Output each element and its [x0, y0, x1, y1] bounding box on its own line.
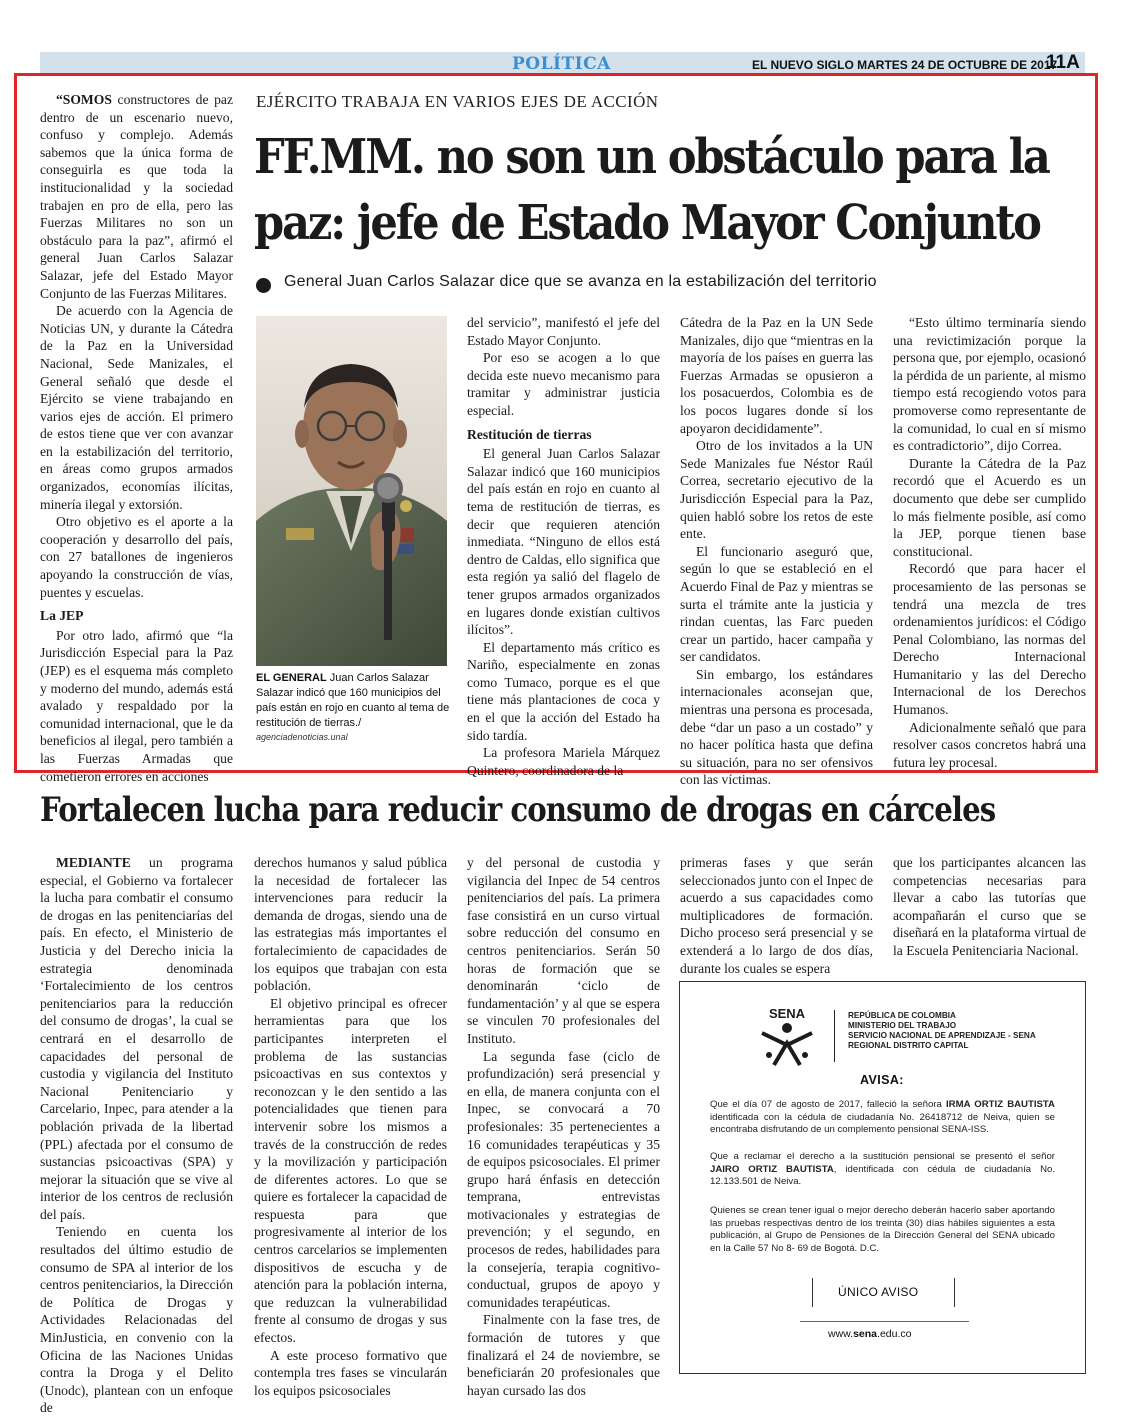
bullet-icon [256, 278, 271, 293]
caption-lead: EL GENERAL [256, 672, 327, 684]
ad-paragraph-3: Quienes se crean tener igual o mejor derecho deberán hacerlo saber aportando las pruebas respectivas dentro de los treinta (30) días hábiles siguientes a esta publicación, al Grupo de Pensiones de la Dirección General del SENA ubicado en la Calle 57 No 8- 69 de Bogotá. D.C. [710, 1205, 1055, 1254]
web-part: .edu.co [877, 1328, 912, 1340]
sena-logo-text: SENA [768, 1006, 806, 1021]
entity-line: SERVICIO NACIONAL DE APRENDIZAJE - SENA [848, 1031, 1036, 1040]
ad-text: Que a reclamar el derecho a la sustitución pensional se presentó el señor [710, 1151, 1055, 1162]
article2-column-2 [254, 854, 447, 1399]
ad-entity [848, 1011, 1036, 1051]
paragraph: La segunda fase (ciclo de profundización) será presencial y en ella, de manera conjunta con el Inpec, se convocará a 70 profesionales: 35 pertenecientes a 16 comunidades terapéuticas y 35 de equipos psicosociales. El primer grupo hará énfasis en detección temprana, entrevistas motivacionales y estrategias de prevención; y el segundo, en procesos de redes, habilidades para la consejería, terapia cognitivo-conductual, grupos de apoyo y comunidades terapéuticas. [467, 1048, 660, 1310]
lead-word: “SOMOS [56, 92, 112, 107]
page-number: 11A [1046, 52, 1080, 73]
article1-column-5 [893, 314, 1086, 771]
article1-column-3 [467, 314, 660, 779]
ad-divider [834, 1010, 835, 1062]
paragraph: El objetivo principal es ofrecer herramientas para que los participantes interpreten el problema de las sustancias psicoactivas en sus contextos y reconozcan y le den sentido a las potencialidades que tienen para intervenir sobre los mismos a través de la construcción de redes y la movilización y participación de diferentes actores. Lo que se quiere es fortalecer la capacidad de respuesta para que progresivamente al interior de los centros carcelarios se implementen dispositivos de escucha y de atención para la población interna, que reduzcan la vulnerabilidad frente al consumo de drogas y sus efectos. [254, 995, 447, 1346]
ad-website [828, 1328, 911, 1340]
paragraph: que los participantes alcancen las competencias necesarias para llevar a cabo las tutorías que acompañarán el curso que se diseñará en la plataforma virtual de la Escuela Penitenciaria Nacional. [893, 855, 1086, 958]
article2-column-4 [680, 854, 873, 977]
headline-line-2: paz: jefe de Estado Mayor Conjunto [254, 195, 1040, 251]
ad-rule [800, 1321, 969, 1322]
paragraph: Otro objetivo es el aporte a la cooperación y desarrollo del país, con 27 batallones de ingenieros apoyando la construcción de vías, puentes y escuelas. [40, 514, 233, 600]
article2-column-1 [40, 854, 233, 1417]
ad-unico-aviso: ÚNICO AVISO [838, 1285, 919, 1299]
paragraph: del servicio”, manifestó el jefe del Estado Mayor Conjunto. [467, 315, 660, 348]
article2-headline: Fortalecen lucha para reducir consumo de drogas en cárceles [40, 790, 996, 830]
paragraph: El funcionario aseguró que, según lo que se estableció en el Acuerdo Final de Paz y mientras se surta el trámite ante la justicia y rindan cuentas, las Farc pueden crear un partido, hacer campaña y ser candidatos. [680, 543, 873, 665]
article2-column-5 [893, 854, 1086, 960]
caption-text: Juan Carlos Salazar Salazar indicó que 160 municipios del país están en rojo en cuanto al tema de restitución de tierras./ [256, 672, 450, 729]
paragraph: Por eso se acogen a lo que decida este nuevo mecanismo para tramitar y administrar justicia especial. [467, 350, 660, 418]
paragraph: De acuerdo con la Agencia de Noticias UN, y durante la Cátedra de la Paz en la Universidad Nacional, Sede Manizales, el General señaló que desde el Ejército se viene trabajando en varios ejes de acción. El primero de estos tiene que ver con avanzar en la estabilización del territorio, en áreas como grupos armados organizados, economías ilícitas, minería ilegal y extorsión. [40, 303, 233, 512]
entity-line: MINISTERIO DEL TRABAJO [848, 1021, 957, 1030]
dateline: EL NUEVO SIGLO MARTES 24 DE OCTUBRE DE 2017 [752, 58, 1058, 72]
paragraph: Durante la Cátedra de la Paz recordó que el Acuerdo es un documento que debe ser cumplido lo más fielmente posible, así como la JEP, porque tienen base constitucional. [893, 455, 1086, 559]
article-subhead: General Juan Carlos Salazar dice que se avanza en la estabilización del territorio [284, 273, 877, 290]
paragraph: y del personal de custodia y vigilancia del Inpec de 54 centros penitenciarios del país. La primera fase consistirá en un curso virtual sobre reducción del consumo en centros penitenciarios. Serán 50 horas de formación que se denominarán ‘ciclo de fundamentación’ y al que se espera se vinculen 70 profesionales del Instituto. [467, 855, 660, 1046]
general-photo [256, 316, 447, 666]
ad-paragraph-1 [710, 1099, 1055, 1137]
article1-column-1 [40, 91, 233, 785]
paragraph: Sin embargo, los estándares internacionales aconsejan que, mientras una persona es procesada, debe “dar un paso a un costado” y no hacer política hasta que defina su situación, para no ser ofensivos con las víctimas. [680, 666, 873, 788]
photo-caption [256, 671, 450, 731]
ad-text: Que el día 07 de agosto de 2017, falleció la señora [710, 1099, 946, 1110]
article1-column-4 [680, 314, 873, 789]
lead-word: MEDIANTE [56, 855, 131, 870]
ad-name: JAIRO ORTIZ BAUTISTA [710, 1163, 834, 1175]
entity-line: REGIONAL DISTRITO CAPITAL [848, 1041, 969, 1050]
section-subtitle: Restitución de tierras [467, 426, 592, 442]
paragraph: primeras fases y que serán seleccionados junto con el Inpec de acuerdo a sus capacidades como multiplicadores de formación. Dicho proceso será presencial y se extenderá a lo largo de dos días, durante los cuales se espera [680, 855, 873, 976]
paragraph: El departamento más crítico es Nariño, especialmente en zonas como Tumaco, porque es el que tiene más plantaciones de coca y en el que la acción del Estado ha sido tardía. [467, 639, 660, 743]
ad-text: identificada con la cédula de ciudadanía No. 26418712 de Neiva, quien se encontraba disfrutando de un complemento pensional SENA-ISS. [710, 1111, 1055, 1136]
entity-line: REPÚBLICA DE COLOMBIA [848, 1011, 956, 1020]
ad-paragraph-2 [710, 1151, 1055, 1189]
paragraph: Otro de los invitados a la UN Sede Manizales fue Néstor Raúl Correa, secretario ejecutivo de la Jurisdicción Especial para la Paz, quien habló sobre los retos de este ente. [680, 438, 873, 542]
section-subtitle: La JEP [40, 608, 84, 624]
paragraph: La profesora Mariela Márquez Quintero, coordinadora de la [467, 745, 660, 778]
web-part: sena [853, 1328, 878, 1340]
paragraph: El general Juan Carlos Salazar Salazar indicó que 160 municipios del país están en rojo en cuanto al tema de restitución de tierras, es decir que requieren atención inmediata. “Ninguno de ellos está dentro de Caldas, ello significa que esta región ya salió del flagelo de tener grupos armados organizados en lugares donde existían cultivos ilícitos”. [467, 446, 660, 638]
ad-title: AVISA: [860, 1073, 904, 1087]
web-part: www. [828, 1328, 854, 1340]
headline-line-1: FF.MM. no son un obstáculo para la [254, 129, 1049, 185]
paragraph: un programa especial, el Gobierno va fortalecer la lucha para combatir el consumo de drogas en las penitenciarías del país. En efecto, el Ministerio de Justicia y del Derecho inicia la estrategia denominada ‘Fortalecimiento de los centros penitenciarios para la reducción del consumo de drogas’, la cual se centrará en el desarrollo de capacidades del personal de custodia y vigilancia del Instituto Nacional Penitenciario y Carcelario, Inpec, para atender a la población privada de la libertad (PPL) afectada por el consumo de sustancias psicoactivas (SPA) y mejorar la situación que se vive al interior de los centros de reclusión del país. [40, 855, 233, 1222]
article2-column-3 [467, 854, 660, 1399]
ad-name: IRMA ORTIZ BAUTISTA [945, 1099, 1055, 1110]
paragraph: A este proceso formativo que contempla tres fases se vincularán los equipos psicosociales [254, 1347, 447, 1398]
paragraph: derechos humanos y salud pública la necesidad de fortalecer las intervenciones para reducir la demanda de drogas, siendo una de las estrategias más importantes el fortalecimiento de capacidades de los equipos que trabajan con esta población. [254, 855, 447, 994]
paragraph: Cátedra de la Paz en la UN Sede Manizales, dijo que “mientras en la mayoría de los países en guerra las Fuerzas Armadas se opusieron a los posacuerdos, Colombia es de los pocos lugares donde sí los apoyaron decididamente”. [680, 315, 873, 436]
paragraph: Adicionalmente señaló que para resolver casos concretos habrá una futura ley procesal. [893, 719, 1086, 770]
paragraph: “Esto último terminaría siendo una revictimización porque la persona que, por ejemplo, ocasionó la pérdida de un pariente, al mismo tiempo está recogiendo votos para promoverse como representante de la comunidad, lo cual en sí mismo es contradictorio”, dijo Correa. [893, 315, 1086, 454]
paragraph: Finalmente con la fase tres, de formación de tutores y que finalizará el 24 de noviembre, se beneficiarán 20 profesionales que hayan cursado las dos [467, 1312, 660, 1398]
sena-logo-icon [756, 1005, 818, 1067]
paragraph: Teniendo en cuenta los resultados del último estudio de consumo de SPA al interior de los centros penitenciarios, la Dirección de Política de Drogas y Actividades Relacionadas del MinJusticia, en convenio con la Oficina de las Naciones Unidas contra la Droga y el Delito (Unodc), plantean con un enfoque de [40, 1224, 233, 1416]
section-name: POLÍTICA [512, 54, 611, 74]
ad-text: , identificada con cédula de ciudadanía No. 12.133.501 de Neiva. [710, 1163, 1055, 1188]
paragraph: Por otro lado, afirmó que “la Jurisdicción Especial para la Paz (JEP) es el esquema más completo y moderno del mundo, además está avalado y respaldado por la comunidad internacional, que le da beneficios al ilegal, pero también a las Fuerzas Armadas que cometieron errores en acciones [40, 627, 233, 784]
article-headline [254, 124, 1049, 256]
paragraph: Recordó que para hacer el procesamiento de las personas se tendrá una mezcla de tres ordenamientos jurídicos: el Código Penal Colombiano, las normas del Derecho Internacional Humanitario y las del Derecho Internacional de los Derechos Humanos. [893, 561, 1086, 718]
paragraph: constructores de paz dentro de un escenario nuevo, confuso y complejo. Además sabemos que la única forma de conseguirla es que toda la institucionalidad y la sociedad trabajen en pro de ella, pero las Fuerzas Militares no son un obstáculo para la paz”, afirmó el general Juan Carlos Salazar Salazar, jefe del Estado Mayor Conjunto de las Fuerzas Militares. [40, 92, 233, 301]
photo-credit: agenciadenoticias.unal [256, 732, 348, 742]
article-kicker: EJÉRCITO TRABAJA EN VARIOS EJES DE ACCIÓN [256, 92, 659, 111]
